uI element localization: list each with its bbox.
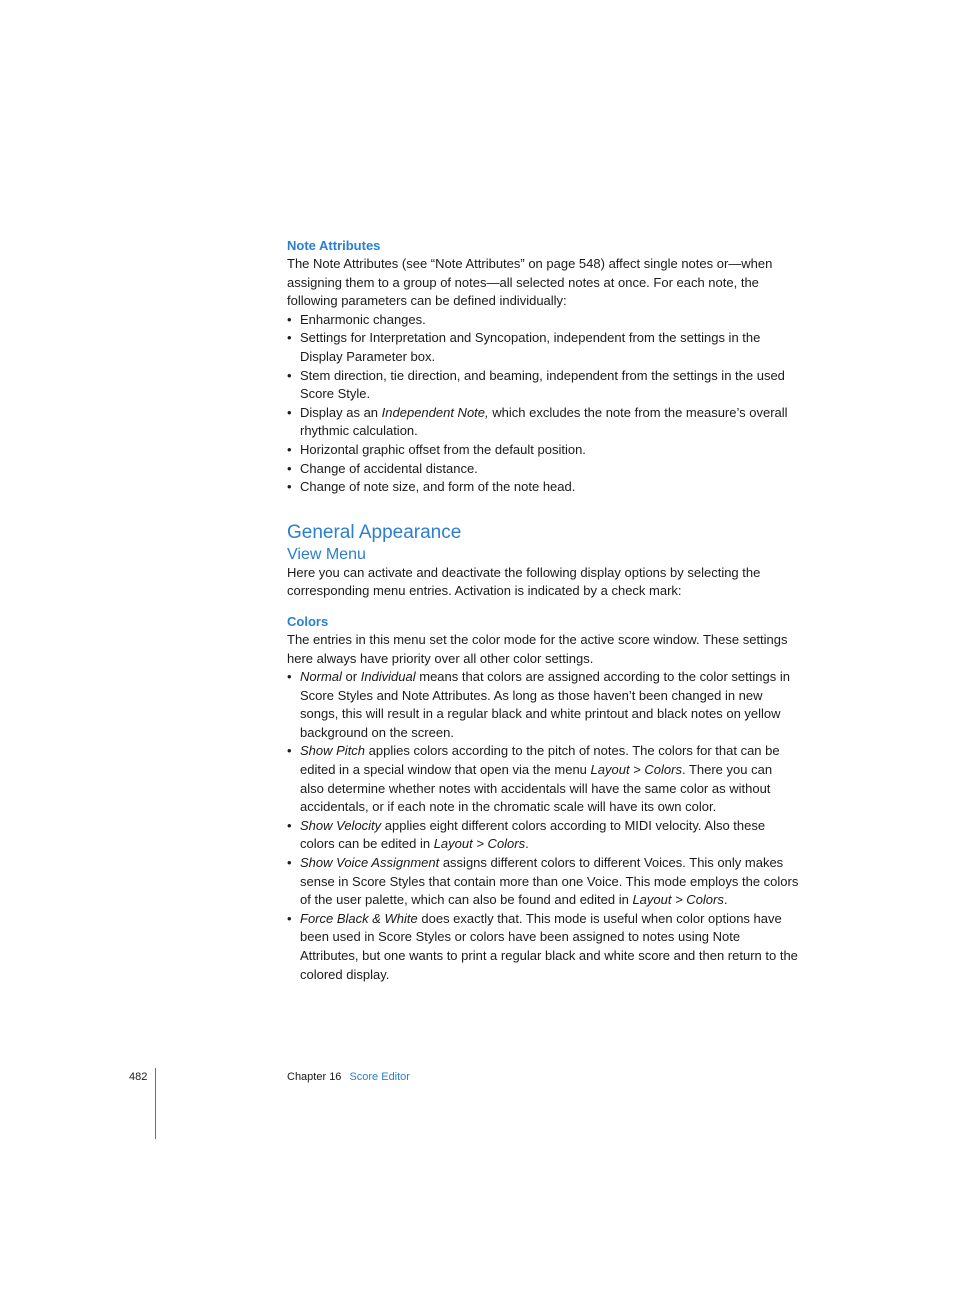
bullet-icon: • [287,311,292,327]
note-attributes-intro: The Note Attributes (see “Note Attributes” on page 548) affect single notes or—when assigning them to a group of notes—all selected notes at once. For each note, the following parameters can be defined individually: [287,256,773,309]
bullet-icon: • [287,855,292,871]
chapter-title-link[interactable]: Score Editor [349,1071,410,1083]
list-item: • Show Velocity applies eight different colors according to MIDI velocity. Also these colors can be edited in Layout > Colors. [287,817,766,852]
bullet-icon: • [287,743,292,759]
note-attributes-list [287,311,799,497]
heading-note-attributes: Note Attributes [287,238,381,253]
list-item: • Display as an Independent Note, which excludes the note from the measure’s overall rhythmic calculation. [287,404,788,439]
bullet-icon: • [287,441,292,457]
bullet-icon: • [287,669,292,685]
list-item: • Horizontal graphic offset from the default position. [287,441,799,460]
list-item: • Settings for Interpretation and Syncopation, independent from the settings in the Display Parameter box. [287,330,761,364]
heading-general-appearance: General Appearance [287,521,462,543]
bullet-icon: • [287,367,292,383]
chapter-label: Chapter 16 [287,1071,342,1083]
list-item: • Change of note size, and form of the note head. [287,478,799,497]
list-item: • Show Voice Assignment assigns different colors to different Voices. This only makes sense in Score Styles that contain more than one Voice. This mode employs the colors of the user palette, which can also be found and edited in Layout > Colors. [287,855,799,908]
colors-list [287,668,799,984]
colors-intro: The entries in this menu set the color mode for the active score window. These settings here always have priority over all other color settings. [287,631,788,666]
list-item: • Change of accidental distance. [287,460,799,479]
page-number: 482 [129,1071,148,1083]
bullet-icon: • [287,910,292,926]
heading-colors: Colors [287,613,329,629]
list-item: • Force Black & White does exactly that. This mode is useful when color options have been used in Score Styles or colors have been assigned to notes using Note Attributes, but one wants to print a regular black and white score and then return to the colored display. [287,910,798,982]
footer-chapter [287,1070,410,1084]
heading-view-menu: View Menu [287,545,366,563]
list-item: • Normal or Individual means that colors are assigned according to the color settings in Score Styles and Note Attributes. As long as those haven’t been changed in new songs, this will result in a regular black and white printout and black notes on yellow background on the screen. [287,669,790,740]
list-item: • Stem direction, tie direction, and beaming, independent from the settings in the used Score Style. [287,367,785,402]
view-menu-intro: Here you can activate and deactivate the following display options by selecting the corresponding menu entries. Activation is indicated by a check mark: [287,564,761,599]
bullet-icon: • [287,330,292,346]
list-item: • Enharmonic changes. [287,311,799,330]
bullet-icon: • [287,479,292,495]
list-item: • Show Pitch applies colors according to the pitch of notes. The colors for that can be edited in a special window that open via the menu Layout > Colors. There you can also determine whether notes with accidentals will have the same color as without accidentals, or if each note in the chromatic scale will have its own color. [287,743,780,815]
bullet-icon: • [287,817,292,833]
bullet-icon: • [287,404,292,420]
section-spacer [287,601,799,612]
bullet-icon: • [287,460,292,476]
page-content [287,236,799,984]
footer-rule [155,1068,156,1139]
section-spacer [287,497,799,521]
